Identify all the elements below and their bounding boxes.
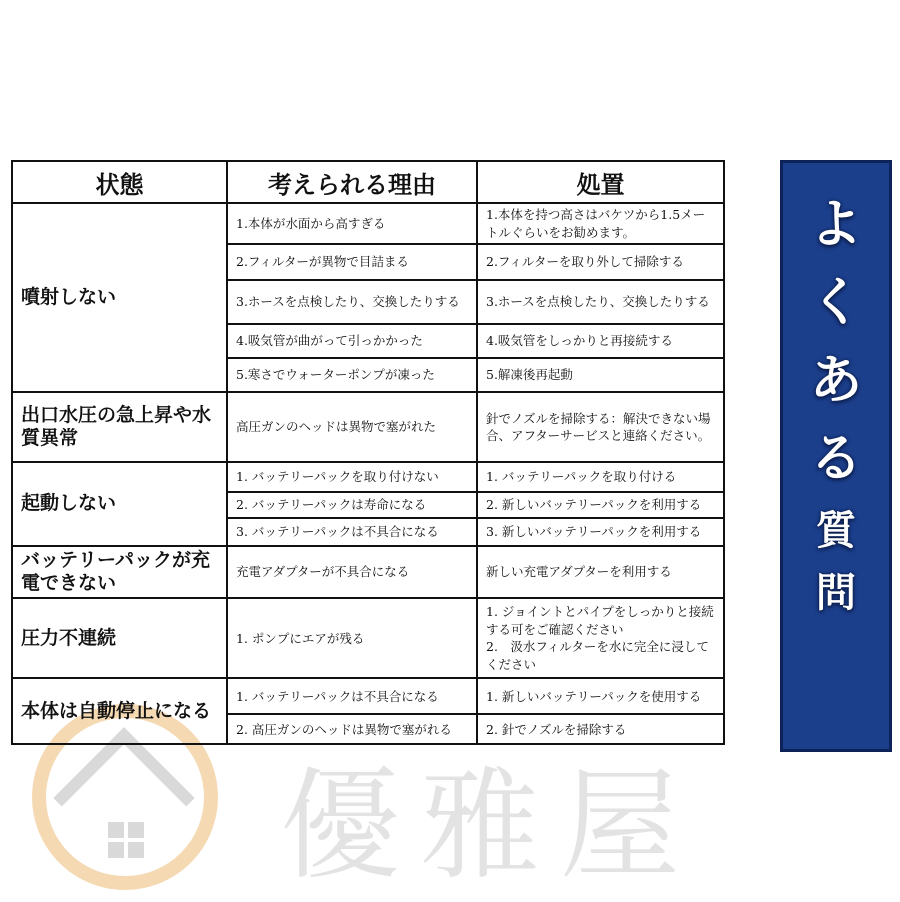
action-cell: 針でノズルを掃除する：解決できない場合、アフターサービスと連絡ください。: [477, 392, 724, 462]
reason-cell: 3. バッテリーパックは不具合になる: [227, 518, 477, 546]
banner-char: 問: [816, 570, 856, 616]
banner-title: [783, 195, 889, 635]
reason-cell: 3.ホースを点検したり、交換したりする: [227, 280, 477, 324]
table-row: [12, 546, 724, 598]
banner-char: よ: [809, 195, 862, 255]
header-reason: 考えられる理由: [227, 161, 477, 203]
table-row: [12, 462, 724, 492]
reason-cell: 1. バッテリーパックを取り付けない: [227, 462, 477, 492]
state-cell: 本体は自動停止になる: [12, 678, 227, 744]
table-header-row: [12, 161, 724, 203]
state-cell: 圧力不連続: [12, 598, 227, 678]
state-cell: バッテリーパックが充電できない: [12, 546, 227, 598]
reason-cell: 5.寒さでウォーターポンプが凍った: [227, 358, 477, 392]
state-cell: 出口水圧の急上昇や水質異常: [12, 392, 227, 462]
reason-cell: 1.本体が水面から高すぎる: [227, 203, 477, 244]
action-cell: 4.吸気管をしっかりと再接続する: [477, 324, 724, 358]
reason-cell: 2. バッテリーパックは寿命になる: [227, 492, 477, 518]
action-cell: 1. バッテリーパックを取り付ける: [477, 462, 724, 492]
state-cell: 起動しない: [12, 462, 227, 546]
banner-char: 質: [816, 508, 856, 554]
faq-body: [12, 203, 724, 744]
reason-cell: 1. バッテリーパックは不具合になる: [227, 678, 477, 714]
action-cell: 新しい充電アダプターを利用する: [477, 546, 724, 598]
banner-char: く: [809, 273, 862, 333]
action-cell: 2.フィルターを取り外して掃除する: [477, 244, 724, 280]
banner-char: る: [809, 429, 862, 489]
table-row: [12, 203, 724, 244]
table-row: [12, 598, 724, 678]
reason-cell: 1. ポンプにエアが残る: [227, 598, 477, 678]
action-cell: 1. 新しいバッテリーパックを使用する: [477, 678, 724, 714]
table-row: [12, 392, 724, 462]
reason-cell: 4.吸気管が曲がって引っかかった: [227, 324, 477, 358]
action-cell: 3.ホースを点検したり、交換したりする: [477, 280, 724, 324]
header-state: 状態: [12, 161, 227, 203]
reason-cell: 高圧ガンのヘッドは異物で塞がれた: [227, 392, 477, 462]
action-cell: 1. ジョイントとパイプをしっかりと接続する可をご確認ください 2. 汲水フィルターを水に完全に浸してください: [477, 598, 724, 678]
faq-table: [11, 160, 725, 745]
table-row: [12, 678, 724, 714]
watermark-text: 優雅屋: [280, 757, 700, 896]
state-cell: 噴射しない: [12, 203, 227, 392]
action-cell: 1.本体を持つ高さはバケツから1.5メートルぐらいをお勧めます。: [477, 203, 724, 244]
action-cell: 2. 針でノズルを掃除する: [477, 714, 724, 744]
action-cell: 2. 新しいバッテリーパックを利用する: [477, 492, 724, 518]
action-cell: 3. 新しいバッテリーパックを利用する: [477, 518, 724, 546]
banner-char: あ: [809, 351, 862, 411]
faq-banner: [780, 160, 892, 752]
header-action: 処置: [477, 161, 724, 203]
reason-cell: 2.フィルターが異物で目詰まる: [227, 244, 477, 280]
action-cell: 5.解凍後再起動: [477, 358, 724, 392]
reason-cell: 2. 高圧ガンのヘッドは異物で塞がれる: [227, 714, 477, 744]
reason-cell: 充電アダプターが不具合になる: [227, 546, 477, 598]
